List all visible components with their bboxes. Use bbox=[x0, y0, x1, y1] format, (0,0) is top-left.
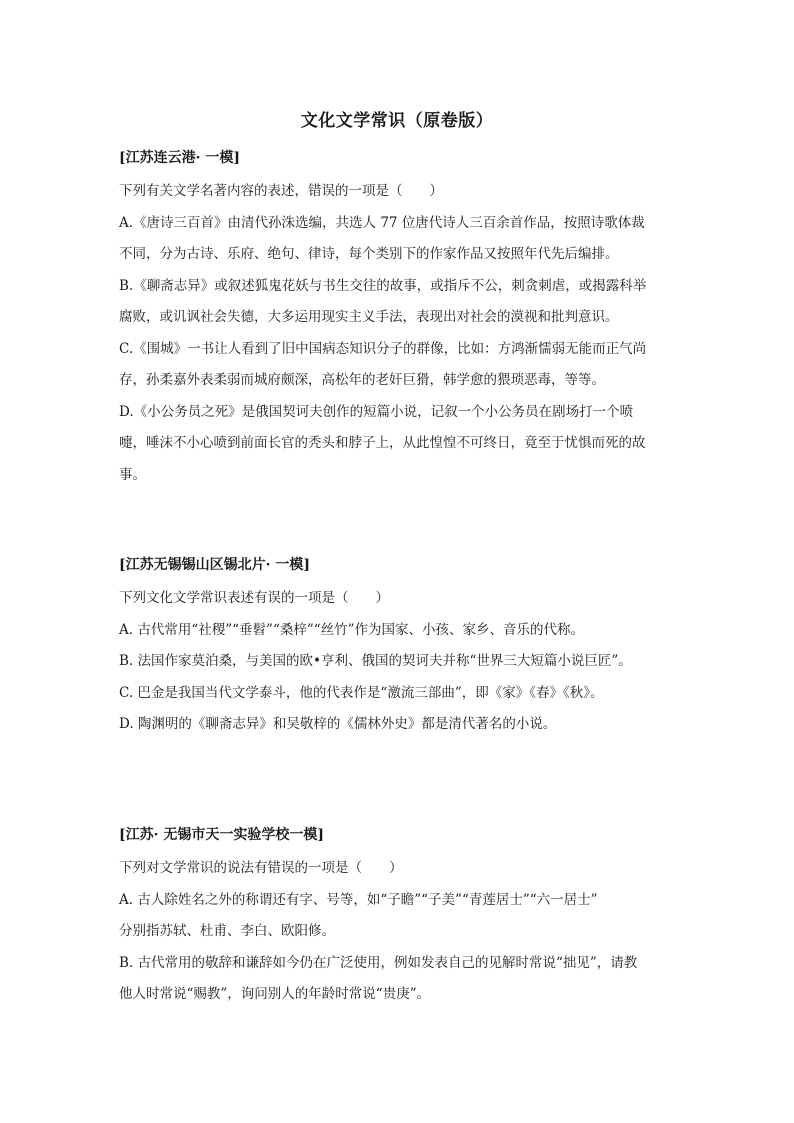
option-a: A. 古代常用“社稷”“垂髫”“桑梓”“丝竹”作为国家、小孩、家乡、音乐的代称。 bbox=[119, 621, 585, 638]
option-d-line-3: 事。 bbox=[119, 466, 146, 483]
option-d-line-1: D.《小公务员之死》是俄国契诃夫创作的短篇小说，记叙一个小公务员在剧场打一个喷 bbox=[119, 403, 634, 420]
option-b-line-2: 他人时常说“赐教”，询问别人的年龄时常说“贵庚”。 bbox=[119, 986, 431, 1002]
option-a-line-1: A.《唐诗三百首》由清代孙洙选编，共选人 77 位唐代诗人三百余首作品，按照诗歌体裁 bbox=[119, 214, 645, 231]
question-stem: 下列对文学常识的说法有错误的一项是（ ） bbox=[119, 860, 403, 876]
question-stem: 下列文化文学常识表述有误的一项是（ ） bbox=[119, 590, 389, 606]
section-heading: [江苏· 无锡市天一实验学校一模] bbox=[119, 827, 324, 843]
question-section-3 bbox=[119, 823, 679, 1011]
option-d: D. 陶渊明的《聊斋志异》和吴敬梓的《儒林外史》都是清代著名的小说。 bbox=[119, 716, 557, 732]
option-b: B. 法国作家莫泊桑，与美国的欧•亨利、俄国的契诃夫并称“世界三大短篇小说巨匠”。 bbox=[119, 653, 632, 669]
question-section-2 bbox=[119, 553, 679, 741]
option-b-line-2: 腐败，或讥讽社会失德，大多运用现实主义手法，表现出对社会的漠视和批判意识。 bbox=[119, 309, 619, 325]
option-a-line-1: A. 古人除姓名之外的称谓还有字、号等，如“子瞻”“子美”“青莲居士”“六一居士” bbox=[119, 891, 598, 908]
question-stem: 下列有关文学名著内容的表述，错误的一项是（ ） bbox=[119, 183, 443, 199]
option-b-line-1: B.《聊斋志异》或叙述狐鬼花妖与书生交往的故事，或指斥不公，刺贪刺虐，或揭露科举 bbox=[119, 277, 647, 294]
option-d-line-2: 嚏，唾沫不小心喷到前面长官的秃头和脖子上，从此惶惶不可终日，竟至于忧惧而死的故 bbox=[119, 435, 646, 451]
section-heading: [江苏无锡锡山区锡北片· 一模] bbox=[119, 557, 310, 573]
document-title: 文化文学常识（原卷版） bbox=[300, 111, 494, 131]
section-heading: [江苏连云港· 一模] bbox=[119, 150, 240, 166]
option-c: C. 巴金是我国当代文学泰斗，他的代表作是“激流三部曲”，即《家》《春》《秋》。 bbox=[119, 684, 604, 701]
option-c-line-2: 存，孙柔嘉外表柔弱而城府颇深，高松年的老奸巨猾，韩学愈的猥琐恶毒，等等。 bbox=[119, 372, 605, 388]
option-b-line-1: B. 古代常用的敬辞和谦辞如今仍在广泛使用，例如发表自己的见解时常说“拙见”，请教 bbox=[119, 954, 638, 971]
option-a-line-2: 不同，分为古诗、乐府、绝句、律诗，每个类别下的作家作品又按照年代先后编排。 bbox=[119, 246, 619, 262]
question-section-1 bbox=[119, 146, 679, 491]
option-c-line-1: C.《围城》一书让人看到了旧中国病态知识分子的群像，比如：方鸿渐懦弱无能而正气尚 bbox=[119, 340, 647, 357]
option-a-line-2: 分别指苏轼、杜甫、李白、欧阳修。 bbox=[119, 923, 335, 939]
